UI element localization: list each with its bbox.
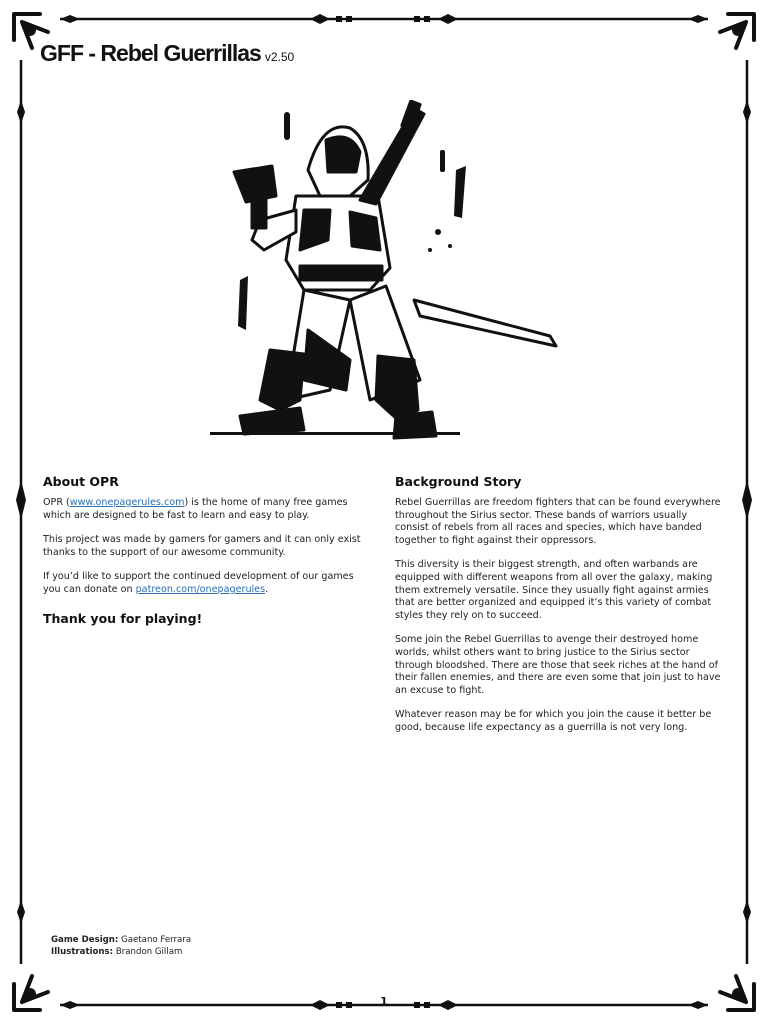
rebel-guerrilla-soldier-illustration [200, 100, 570, 450]
story-heading: Background Story [395, 474, 522, 489]
credit-design-label: Game Design: [51, 935, 119, 945]
about-section [43, 474, 369, 626]
page-title [40, 40, 294, 67]
about-heading: About OPR [43, 474, 119, 489]
credit-illustrations-label: Illustrations: [51, 946, 114, 957]
story-paragraph: Whatever reason may be for which you join the cause it better be good, because life expectancy as a guerrilla is not very long. [395, 709, 712, 733]
story-paragraph: This diversity is their biggest strength, and often warbands are equipped with different weapons from all over the galaxy, making them extremely versatile. Since they usually fight against armies that are better organized and equipped it’s this variety of combat styles they rely on to succeed. [395, 559, 713, 621]
credit-illustrations [51, 947, 191, 959]
about-p3-end: . [265, 583, 269, 595]
about-p1-end: ) is the home of many free games which are designed to be fast to learn and easy to play. [43, 497, 348, 521]
about-p3-start: If you’d like to support the continued development of our games you can donate on [43, 571, 354, 595]
about-p1-start: OPR ( [43, 497, 70, 508]
credit-illustrations-name: Brandon Gillam [115, 946, 183, 957]
thank-you-text: Thank you for playing! [43, 610, 203, 626]
story-paragraph: Some join the Rebel Guerrillas to avenge their destroyed home worlds, whilst others want to bring justice to the Sirius sector through bloodshed. There are those that seek riches at the hand of their fallen enemies, and there are even some that join just to have an excuse to fight. [395, 634, 721, 696]
credit-design [51, 935, 191, 947]
version-label: v2.50 [264, 50, 295, 64]
about-paragraph-3 [43, 571, 369, 596]
story-paragraph: Rebel Guerrillas are freedom fighters that can be found everywhere throughout the Sirius sector. These bands of warriors usually consist of rebels from all races and species, which have banded together to fight against their oppressors. [395, 497, 721, 546]
about-paragraph-1 [43, 497, 369, 522]
background-story-section [395, 474, 721, 747]
title-text: GFF - Rebel Guerrillas [40, 40, 261, 66]
onepagerules-link[interactable]: www.onepagerules.com [69, 497, 185, 508]
patreon-link[interactable]: patreon.com/onepagerules [135, 583, 266, 595]
page-number: 1 [380, 995, 388, 1008]
about-paragraph-2: This project was made by gamers for gamers and it can only exist thanks to the support of our awesome community. [43, 534, 361, 558]
credits [51, 935, 191, 958]
credit-design-name: Gaetano Ferrara [121, 935, 192, 945]
